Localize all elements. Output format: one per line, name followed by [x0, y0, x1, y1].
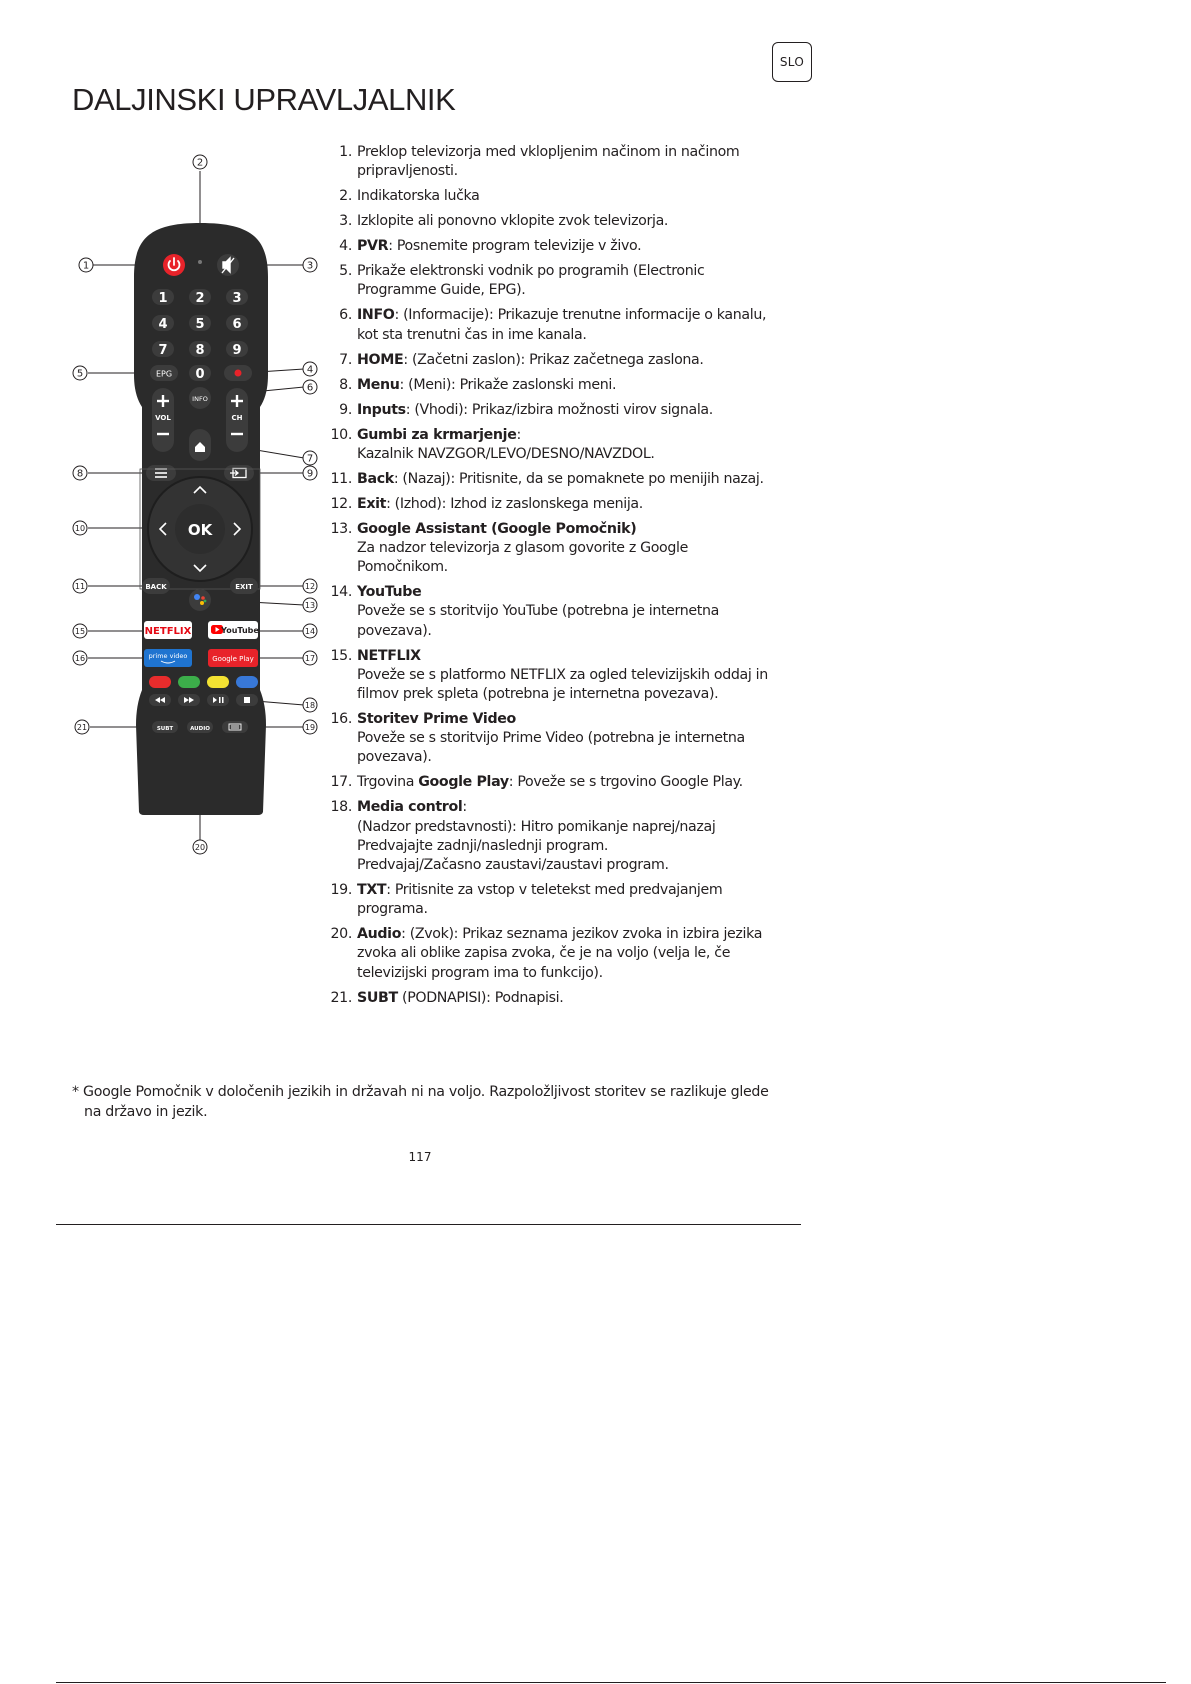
exit-button[interactable]	[230, 578, 258, 594]
callout-7	[303, 451, 317, 465]
number-key-3[interactable]	[226, 289, 248, 306]
item-key: Storitev Prime Video	[357, 711, 516, 728]
item-text: : Poveže se s trgovino Google Play.	[508, 774, 743, 791]
feature-item	[326, 306, 776, 344]
number-key-4[interactable]	[152, 315, 174, 332]
svg-text:9: 9	[306, 468, 314, 480]
item-text: Indikatorska lučka	[357, 188, 480, 205]
item-line	[357, 798, 776, 817]
item-line	[357, 602, 776, 640]
subt-button[interactable]	[152, 721, 178, 733]
rewind-button[interactable]	[149, 694, 171, 706]
callout-3	[303, 258, 317, 272]
item-line	[357, 774, 418, 790]
svg-text:14: 14	[304, 627, 316, 636]
item-line	[357, 445, 776, 464]
callout-12	[303, 579, 317, 593]
callout-21	[75, 720, 89, 734]
item-text: : (Začetni zaslon): Prikaz začetnega zaslona.	[403, 351, 704, 368]
item-line	[357, 881, 776, 919]
ok-label: OK	[187, 521, 213, 539]
feature-item	[326, 798, 776, 875]
item-line	[357, 376, 776, 395]
item-text: Predvajajte zadnji/naslednji program.	[357, 837, 609, 854]
svg-text:6: 6	[306, 382, 314, 394]
number-key-label: 8	[195, 343, 205, 358]
item-key: Menu	[357, 376, 400, 393]
item-key: TXT	[357, 882, 387, 899]
item-number: 6.	[339, 307, 352, 324]
blue-button[interactable]	[236, 676, 258, 688]
number-key-5[interactable]	[189, 315, 211, 332]
item-line	[357, 143, 776, 181]
item-key: Google Play	[418, 774, 509, 791]
page-number: 117	[408, 1150, 432, 1164]
number-key-label: 9	[232, 343, 242, 358]
item-line	[357, 306, 776, 344]
item-key: Exit	[357, 495, 387, 512]
svg-text:13: 13	[304, 601, 316, 610]
item-line	[357, 729, 776, 767]
number-key-6[interactable]	[226, 315, 248, 332]
svg-text:15: 15	[74, 627, 86, 636]
audio-label: AUDIO	[190, 726, 210, 732]
stop-button[interactable]	[236, 694, 258, 706]
item-text: :	[516, 426, 521, 443]
item-line	[357, 187, 776, 206]
feature-item	[326, 376, 776, 395]
item-key: Inputs	[357, 401, 406, 418]
number-key-label: 5	[195, 317, 205, 332]
info-button[interactable]	[189, 387, 211, 409]
number-key-label: 7	[158, 343, 168, 358]
item-number: 20.	[330, 926, 352, 943]
feature-item	[326, 925, 776, 983]
item-number: 8.	[339, 376, 352, 393]
item-number: 14.	[330, 584, 352, 601]
callout-8	[73, 466, 87, 480]
menu-button[interactable]	[146, 465, 176, 481]
item-line	[357, 470, 776, 489]
google-play-button[interactable]	[208, 649, 258, 667]
number-key-9[interactable]	[226, 341, 248, 358]
svg-text:5: 5	[76, 368, 84, 380]
svg-text:1: 1	[82, 260, 90, 272]
youtube-label: YouTube	[221, 626, 259, 635]
item-text: : Pritisnite za vstop v teletekst med predvajanjem programa.	[357, 882, 723, 918]
item-line	[357, 426, 776, 445]
callout-18	[303, 698, 317, 712]
item-text: :	[462, 799, 467, 816]
google-assistant-button[interactable]	[189, 589, 211, 611]
item-number: 15.	[330, 647, 352, 664]
feature-item	[326, 583, 776, 641]
bottom-divider-line	[56, 1682, 1166, 1683]
feature-item	[326, 710, 776, 768]
language-badge: SLO	[772, 42, 812, 82]
exit-label: EXIT	[235, 583, 253, 591]
item-number: 10.	[330, 426, 352, 443]
item-key: Gumbi za krmarjenje	[357, 426, 517, 443]
yellow-button[interactable]	[207, 676, 229, 688]
svg-text:16: 16	[74, 654, 86, 663]
item-text: (Nadzor predstavnosti): Hitro pomikanje naprej/nazaj	[357, 818, 716, 835]
channel-rocker[interactable]	[226, 388, 248, 452]
item-number: 9.	[339, 401, 352, 418]
item-key: SUBT	[357, 989, 398, 1006]
callout-2	[193, 155, 207, 169]
netflix-label: NETFLIX	[144, 626, 192, 637]
callout-11	[73, 579, 87, 593]
feature-item	[326, 237, 776, 256]
callout-6	[303, 380, 317, 394]
item-number: 5.	[339, 263, 352, 280]
txt-button[interactable]	[222, 721, 248, 733]
item-line	[357, 647, 776, 666]
item-text: : (Vhodi): Prikaz/izbira možnosti virov signala.	[405, 401, 713, 418]
item-number: 19.	[330, 882, 352, 899]
back-label: BACK	[145, 583, 167, 591]
item-line	[357, 925, 776, 983]
item-number: 1.	[339, 144, 352, 160]
svg-text:17: 17	[304, 654, 316, 663]
callout-4	[303, 362, 317, 376]
svg-text:4: 4	[306, 364, 314, 376]
item-number: 21.	[330, 989, 352, 1006]
svg-text:10: 10	[74, 524, 86, 533]
feature-item	[326, 881, 776, 919]
item-text: Kazalnik NAVZGOR/LEVO/DESNO/NAVZDOL.	[357, 445, 655, 462]
epg-button[interactable]	[150, 365, 178, 381]
item-line	[357, 212, 776, 231]
item-number: 7.	[339, 351, 352, 368]
item-text: : (Zvok): Prikaz seznama jezikov zvoka in izbira jezika zvoka ali oblike zapisa zvoka, če je na voljo (velja le, če televizijski program ima to funkcijo).	[357, 926, 763, 981]
item-text: Poveže se s platformo NETFLIX za ogled televizijskih oddaj in filmov prek spleta (potrebna je internetna povezava).	[357, 666, 768, 703]
back-button[interactable]	[142, 578, 170, 594]
pvr-button[interactable]	[224, 365, 252, 381]
feature-item	[326, 262, 776, 300]
item-text: : (Meni): Prikaže zaslonski meni.	[399, 376, 617, 393]
prime-video-button[interactable]	[144, 649, 192, 667]
item-key: YouTube	[357, 584, 422, 601]
feature-item	[326, 495, 776, 514]
number-key-8[interactable]	[189, 341, 211, 358]
number-key-2[interactable]	[189, 289, 211, 306]
item-line	[357, 989, 776, 1008]
item-number: 13.	[330, 520, 352, 537]
epg-label: EPG	[155, 369, 173, 379]
number-pad	[152, 289, 248, 358]
divider-line	[56, 1224, 801, 1225]
item-line	[357, 583, 776, 602]
fast-forward-button[interactable]	[178, 694, 200, 706]
inputs-button[interactable]	[224, 465, 254, 481]
item-number: 11.	[330, 470, 352, 487]
item-text: Za nadzor televizorja z glasom govorite z Google Pomočnikom.	[357, 540, 689, 576]
number-key-label: 6	[232, 317, 242, 332]
item-line	[357, 856, 776, 875]
info-label: INFO	[192, 395, 208, 403]
item-text: Prikaže elektronski vodnik po programih (Electronic Programme Guide, EPG).	[357, 263, 705, 299]
callout-13	[303, 598, 317, 612]
item-number: 12.	[330, 495, 352, 512]
callout-9	[303, 466, 317, 480]
svg-text:8: 8	[76, 468, 84, 480]
item-number: 18.	[330, 799, 352, 816]
item-text: : (Informacije): Prikazuje trenutne informacije o kanalu, kot sta trenutni čas in ime kanala.	[357, 307, 767, 343]
play-pause-button[interactable]	[207, 694, 229, 706]
item-key: Back	[357, 470, 394, 487]
item-line	[357, 495, 776, 514]
item-text: Poveže se s storitvijo YouTube (potrebna je internetna povezava).	[357, 603, 720, 639]
google-play-label: Google Play	[212, 655, 254, 663]
item-number: 2.	[339, 188, 352, 205]
item-number: 4.	[339, 238, 352, 255]
number-key-1[interactable]	[152, 289, 174, 306]
callout-14	[303, 624, 317, 638]
feature-item	[326, 212, 776, 231]
item-line	[357, 520, 776, 539]
item-text: Predvajaj/Začasno zaustavi/zaustavi program.	[357, 857, 669, 874]
svg-text:3: 3	[306, 260, 314, 272]
callout-17	[303, 651, 317, 665]
item-text: Poveže se s storitvijo Prime Video (potrebna je internetna povezava).	[357, 730, 745, 766]
callout-5	[73, 366, 87, 380]
svg-text:19: 19	[304, 723, 316, 732]
item-text: : (Izhod): Izhod iz zaslonskega menija.	[386, 495, 643, 512]
item-text: Izklopite ali ponovno vklopite zvok televizorja.	[357, 213, 669, 230]
item-line	[418, 774, 743, 790]
item-number: 17.	[330, 774, 352, 791]
feature-item	[326, 470, 776, 489]
indicator-light	[198, 260, 202, 264]
callout-10	[73, 521, 87, 535]
svg-text:7: 7	[306, 453, 314, 465]
item-key: PVR	[357, 238, 389, 255]
callout-16	[73, 651, 87, 665]
item-text: (PODNAPISI): Podnapisi.	[397, 989, 564, 1006]
feature-item	[326, 351, 776, 370]
youtube-button[interactable]	[208, 621, 259, 639]
svg-text:11: 11	[74, 582, 86, 591]
item-key: HOME	[357, 351, 404, 368]
item-line	[357, 401, 776, 420]
item-number: 16.	[330, 711, 352, 728]
svg-text:2: 2	[196, 157, 204, 169]
record-icon	[235, 370, 242, 377]
volume-rocker[interactable]	[152, 388, 174, 452]
item-key: Media control	[357, 799, 463, 816]
feature-list	[326, 143, 776, 1014]
item-line	[357, 237, 776, 256]
subt-label: SUBT	[156, 726, 174, 732]
item-line	[357, 837, 776, 856]
ch-label: CH	[231, 414, 243, 422]
home-button[interactable]	[189, 429, 211, 461]
feature-item	[326, 989, 776, 1008]
item-key: Audio	[357, 926, 402, 943]
item-line	[357, 539, 776, 577]
item-line	[357, 351, 776, 370]
number-key-label: 4	[158, 317, 168, 332]
item-text: : Posnemite program televizije v živo.	[388, 238, 642, 255]
callout-20	[193, 840, 207, 854]
item-number: 3.	[339, 213, 352, 230]
item-key: Google Assistant (Google Pomočnik)	[357, 520, 637, 537]
item-text: Trgovina	[357, 774, 419, 791]
number-key-label: 2	[195, 291, 205, 306]
item-key: NETFLIX	[357, 647, 421, 664]
item-line	[357, 262, 776, 300]
audio-button[interactable]	[187, 721, 213, 733]
feature-item	[326, 647, 776, 705]
prime-video-label: prime video	[148, 652, 188, 660]
svg-text:20: 20	[194, 843, 206, 852]
number-key-label: 1	[158, 291, 168, 306]
green-button[interactable]	[178, 676, 200, 688]
red-button[interactable]	[149, 676, 171, 688]
item-line	[357, 710, 776, 729]
svg-text:21: 21	[76, 723, 88, 732]
feature-item	[326, 187, 776, 206]
svg-text:18: 18	[304, 701, 316, 710]
remote-control-figure	[62, 145, 332, 865]
feature-item	[326, 520, 776, 578]
feature-item	[326, 426, 776, 464]
item-key: INFO	[357, 307, 395, 324]
item-line	[357, 818, 776, 837]
callout-19	[303, 720, 317, 734]
item-text: : (Nazaj): Pritisnite, da se pomaknete po menijih nazaj.	[393, 470, 764, 487]
callout-15	[73, 624, 87, 638]
number-key-7[interactable]	[152, 341, 174, 358]
item-text: Preklop televizorja med vklopljenim načinom in načinom pripravljenosti.	[357, 144, 740, 180]
footnote: * Google Pomočnik v določenih jezikih in državah ni na voljo. Razpoložljivost storitev se razlikuje glede na državo in jezik.	[72, 1084, 769, 1120]
number-key-0[interactable]	[189, 365, 211, 382]
feature-item	[326, 401, 776, 420]
feature-item	[326, 773, 776, 792]
vol-label: VOL	[155, 414, 171, 422]
page-title: DALJINSKI UPRAVLJALNIK	[72, 82, 456, 117]
svg-text:12: 12	[304, 582, 316, 591]
netflix-button[interactable]	[144, 621, 192, 639]
number-key-label: 0	[195, 367, 205, 382]
item-line	[357, 666, 776, 704]
feature-item	[326, 143, 776, 181]
callout-1	[79, 258, 93, 272]
number-key-label: 3	[232, 291, 242, 306]
stop-icon	[244, 697, 250, 703]
